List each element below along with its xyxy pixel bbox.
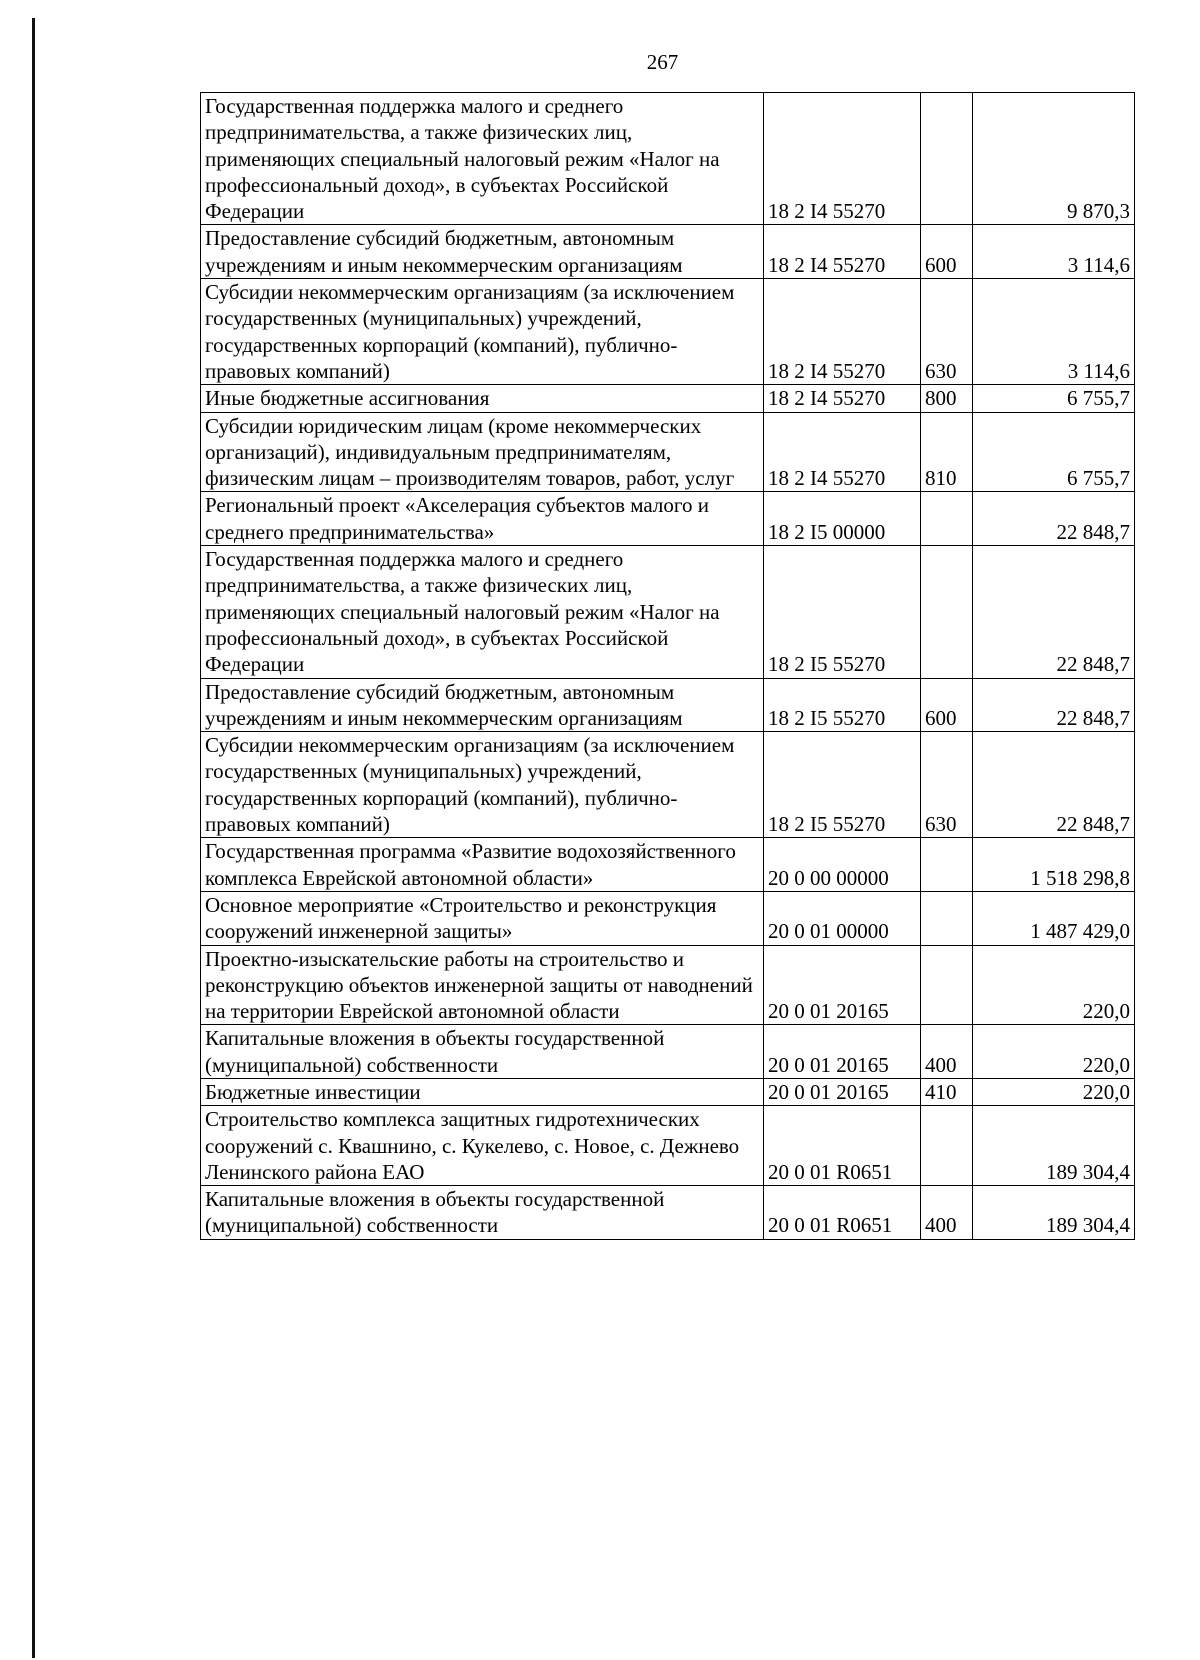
row-expense-type [921,93,973,225]
row-name: Основное мероприятие «Строительство и реконструкция сооружений инженерной защиты» [201,891,764,945]
table-row [201,1186,1135,1240]
table-row [201,678,1135,732]
row-code: 18 2 I5 55270 [764,546,921,678]
row-expense-type [921,945,973,1025]
row-sum: 9 870,3 [973,93,1135,225]
row-code: 18 2 I4 55270 [764,93,921,225]
row-expense-type: 810 [921,412,973,492]
row-expense-type: 410 [921,1078,973,1105]
table-row [201,945,1135,1025]
row-expense-type: 400 [921,1025,973,1079]
row-name: Региональный проект «Акселерация субъектов малого и среднего предпринимательства» [201,492,764,546]
row-name: Государственная поддержка малого и среднего предпринимательства, а также физических лиц, применяющих специальный налоговый режим «Налог на профессиональный доход», в субъектах Российской Федерации [201,546,764,678]
row-code: 20 0 01 20165 [764,1078,921,1105]
row-code: 20 0 00 00000 [764,838,921,892]
row-name: Субсидии некоммерческим организациям (за исключением государственных (муниципальных) учреждений, государственных корпораций (компаний), публично-правовых компаний) [201,279,764,385]
table-row [201,838,1135,892]
table-row [201,385,1135,412]
row-code: 18 2 I4 55270 [764,412,921,492]
row-name: Предоставление субсидий бюджетным, автономным учреждениям и иным некоммерческим организациям [201,225,764,279]
row-expense-type: 630 [921,732,973,838]
row-code: 18 2 I4 55270 [764,385,921,412]
row-name: Предоставление субсидий бюджетным, автономным учреждениям и иным некоммерческим организациям [201,678,764,732]
row-sum: 6 755,7 [973,412,1135,492]
row-name: Иные бюджетные ассигнования [201,385,764,412]
row-expense-type: 600 [921,225,973,279]
row-expense-type [921,492,973,546]
row-code: 20 0 01 R0651 [764,1106,921,1186]
table-row [201,279,1135,385]
table-row [201,891,1135,945]
row-expense-type [921,891,973,945]
row-sum: 3 114,6 [973,225,1135,279]
row-sum: 22 848,7 [973,492,1135,546]
row-code: 18 2 I5 55270 [764,678,921,732]
row-name: Строительство комплекса защитных гидротехнических сооружений с. Квашнино, с. Кукелево, с. Новое, с. Дежнево Ленинского района ЕАО [201,1106,764,1186]
row-expense-type: 630 [921,279,973,385]
row-sum: 22 848,7 [973,732,1135,838]
row-expense-type: 800 [921,385,973,412]
page-margin-line [32,18,35,1658]
page-number: 267 [646,50,679,74]
row-name: Субсидии юридическим лицам (кроме некоммерческих организаций), индивидуальным предпринимателям, физическим лицам – производителям товаров, работ, услуг [201,412,764,492]
table-row [201,492,1135,546]
budget-table [200,92,1135,1240]
table-row [201,93,1135,225]
row-code: 20 0 01 R0651 [764,1186,921,1240]
table-row [201,1106,1135,1186]
row-code: 18 2 I5 00000 [764,492,921,546]
table-row [201,412,1135,492]
row-name: Субсидии некоммерческим организациям (за исключением государственных (муниципальных) учреждений, государственных корпораций (компаний), публично-правовых компаний) [201,732,764,838]
row-name: Проектно-изыскательские работы на строительство и реконструкцию объектов инженерной защиты от наводнений на территории Еврейской автономной области [201,945,764,1025]
row-sum: 189 304,4 [973,1186,1135,1240]
row-sum: 189 304,4 [973,1106,1135,1186]
table-row [201,546,1135,678]
row-code: 18 2 I4 55270 [764,225,921,279]
row-name: Государственная программа «Развитие водохозяйственного комплекса Еврейской автономной области» [201,838,764,892]
row-name: Капитальные вложения в объекты государственной (муниципальной) собственности [201,1186,764,1240]
table-row [201,225,1135,279]
row-expense-type [921,546,973,678]
row-code: 18 2 I5 55270 [764,732,921,838]
row-expense-type: 600 [921,678,973,732]
budget-table-body [201,93,1135,1240]
table-row [201,1025,1135,1079]
row-sum: 1 487 429,0 [973,891,1135,945]
table-row [201,732,1135,838]
row-sum: 22 848,7 [973,546,1135,678]
row-sum: 6 755,7 [973,385,1135,412]
row-name: Государственная поддержка малого и среднего предпринимательства, а также физических лиц, применяющих специальный налоговый режим «Налог на профессиональный доход», в субъектах Российской Федерации [201,93,764,225]
row-expense-type [921,838,973,892]
row-sum: 220,0 [973,1025,1135,1079]
row-name: Капитальные вложения в объекты государственной (муниципальной) собственности [201,1025,764,1079]
row-sum: 220,0 [973,1078,1135,1105]
row-sum: 1 518 298,8 [973,838,1135,892]
row-code: 20 0 01 20165 [764,945,921,1025]
row-code: 18 2 I4 55270 [764,279,921,385]
row-name: Бюджетные инвестиции [201,1078,764,1105]
table-row [201,1078,1135,1105]
row-sum: 3 114,6 [973,279,1135,385]
row-sum: 22 848,7 [973,678,1135,732]
row-expense-type: 400 [921,1186,973,1240]
row-code: 20 0 01 20165 [764,1025,921,1079]
row-sum: 220,0 [973,945,1135,1025]
row-code: 20 0 01 00000 [764,891,921,945]
row-expense-type [921,1106,973,1186]
